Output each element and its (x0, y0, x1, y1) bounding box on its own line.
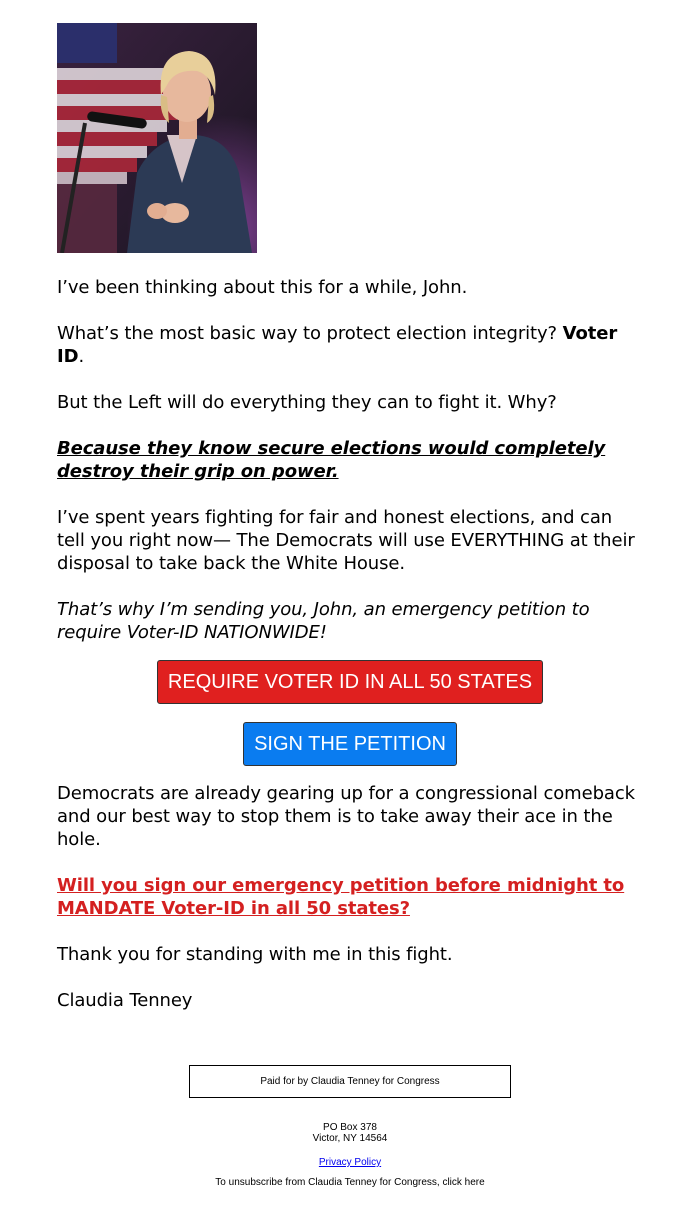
signature: Claudia Tenney (57, 990, 193, 1011)
address-line-2: Victor, NY 14564 (312, 1133, 388, 1144)
sign-petition-button[interactable]: SIGN THE PETITION (243, 722, 457, 766)
voter-id-paragraph (57, 322, 643, 368)
paid-for-disclaimer: Paid for by Claudia Tenney for Congress (189, 1065, 511, 1098)
emergency-petition-link[interactable]: Will you sign our emergency petition before midnight to MANDATE Voter-ID in all 50 states? (57, 875, 625, 919)
voter-id-period: . (78, 346, 85, 367)
unsubscribe-link[interactable]: To unsubscribe from Claudia Tenney for Congress, click here (215, 1177, 485, 1188)
unsubscribe-row (0, 1177, 700, 1188)
voter-id-question: What’s the most basic way to protect election integrity? (57, 323, 563, 344)
greeting-paragraph: I’ve been thinking about this for a while, John. (57, 277, 468, 298)
left-fight-paragraph: But the Left will do everything they can to fight it. Why? (57, 392, 557, 413)
thank-you-paragraph: Thank you for standing with me in this fight. (57, 944, 453, 965)
grip-on-power-paragraph: Because they know secure elections would completely destroy their grip on power. (57, 438, 606, 482)
mailing-address (0, 1122, 700, 1144)
privacy-row (0, 1157, 700, 1168)
speaker-photo-image (57, 23, 257, 253)
sign-button-row (57, 722, 643, 766)
email-body (57, 23, 643, 1012)
address-line-1: PO Box 378 (323, 1122, 377, 1133)
require-button-row (57, 660, 643, 704)
speaker-photo (57, 23, 257, 253)
privacy-policy-link[interactable]: Privacy Policy (318, 1157, 382, 1168)
require-voter-id-button[interactable]: REQUIRE VOTER ID IN ALL 50 STATES (157, 660, 543, 704)
petition-link-paragraph (57, 874, 643, 920)
fighting-paragraph: I’ve spent years fighting for fair and honest elections, and can tell you right now— The Democrats will use EVERYTHING at their disposal to take back the White House. (57, 507, 635, 574)
petition-intro-paragraph: That’s why I’m sending you, John, an emergency petition to require Voter-ID NATIONWIDE! (57, 599, 590, 643)
comeback-paragraph: Democrats are already gearing up for a congressional comeback and our best way to stop them is to take away their ace in the hole. (57, 783, 635, 850)
voter-id-emphasis: Voter ID (57, 323, 618, 367)
